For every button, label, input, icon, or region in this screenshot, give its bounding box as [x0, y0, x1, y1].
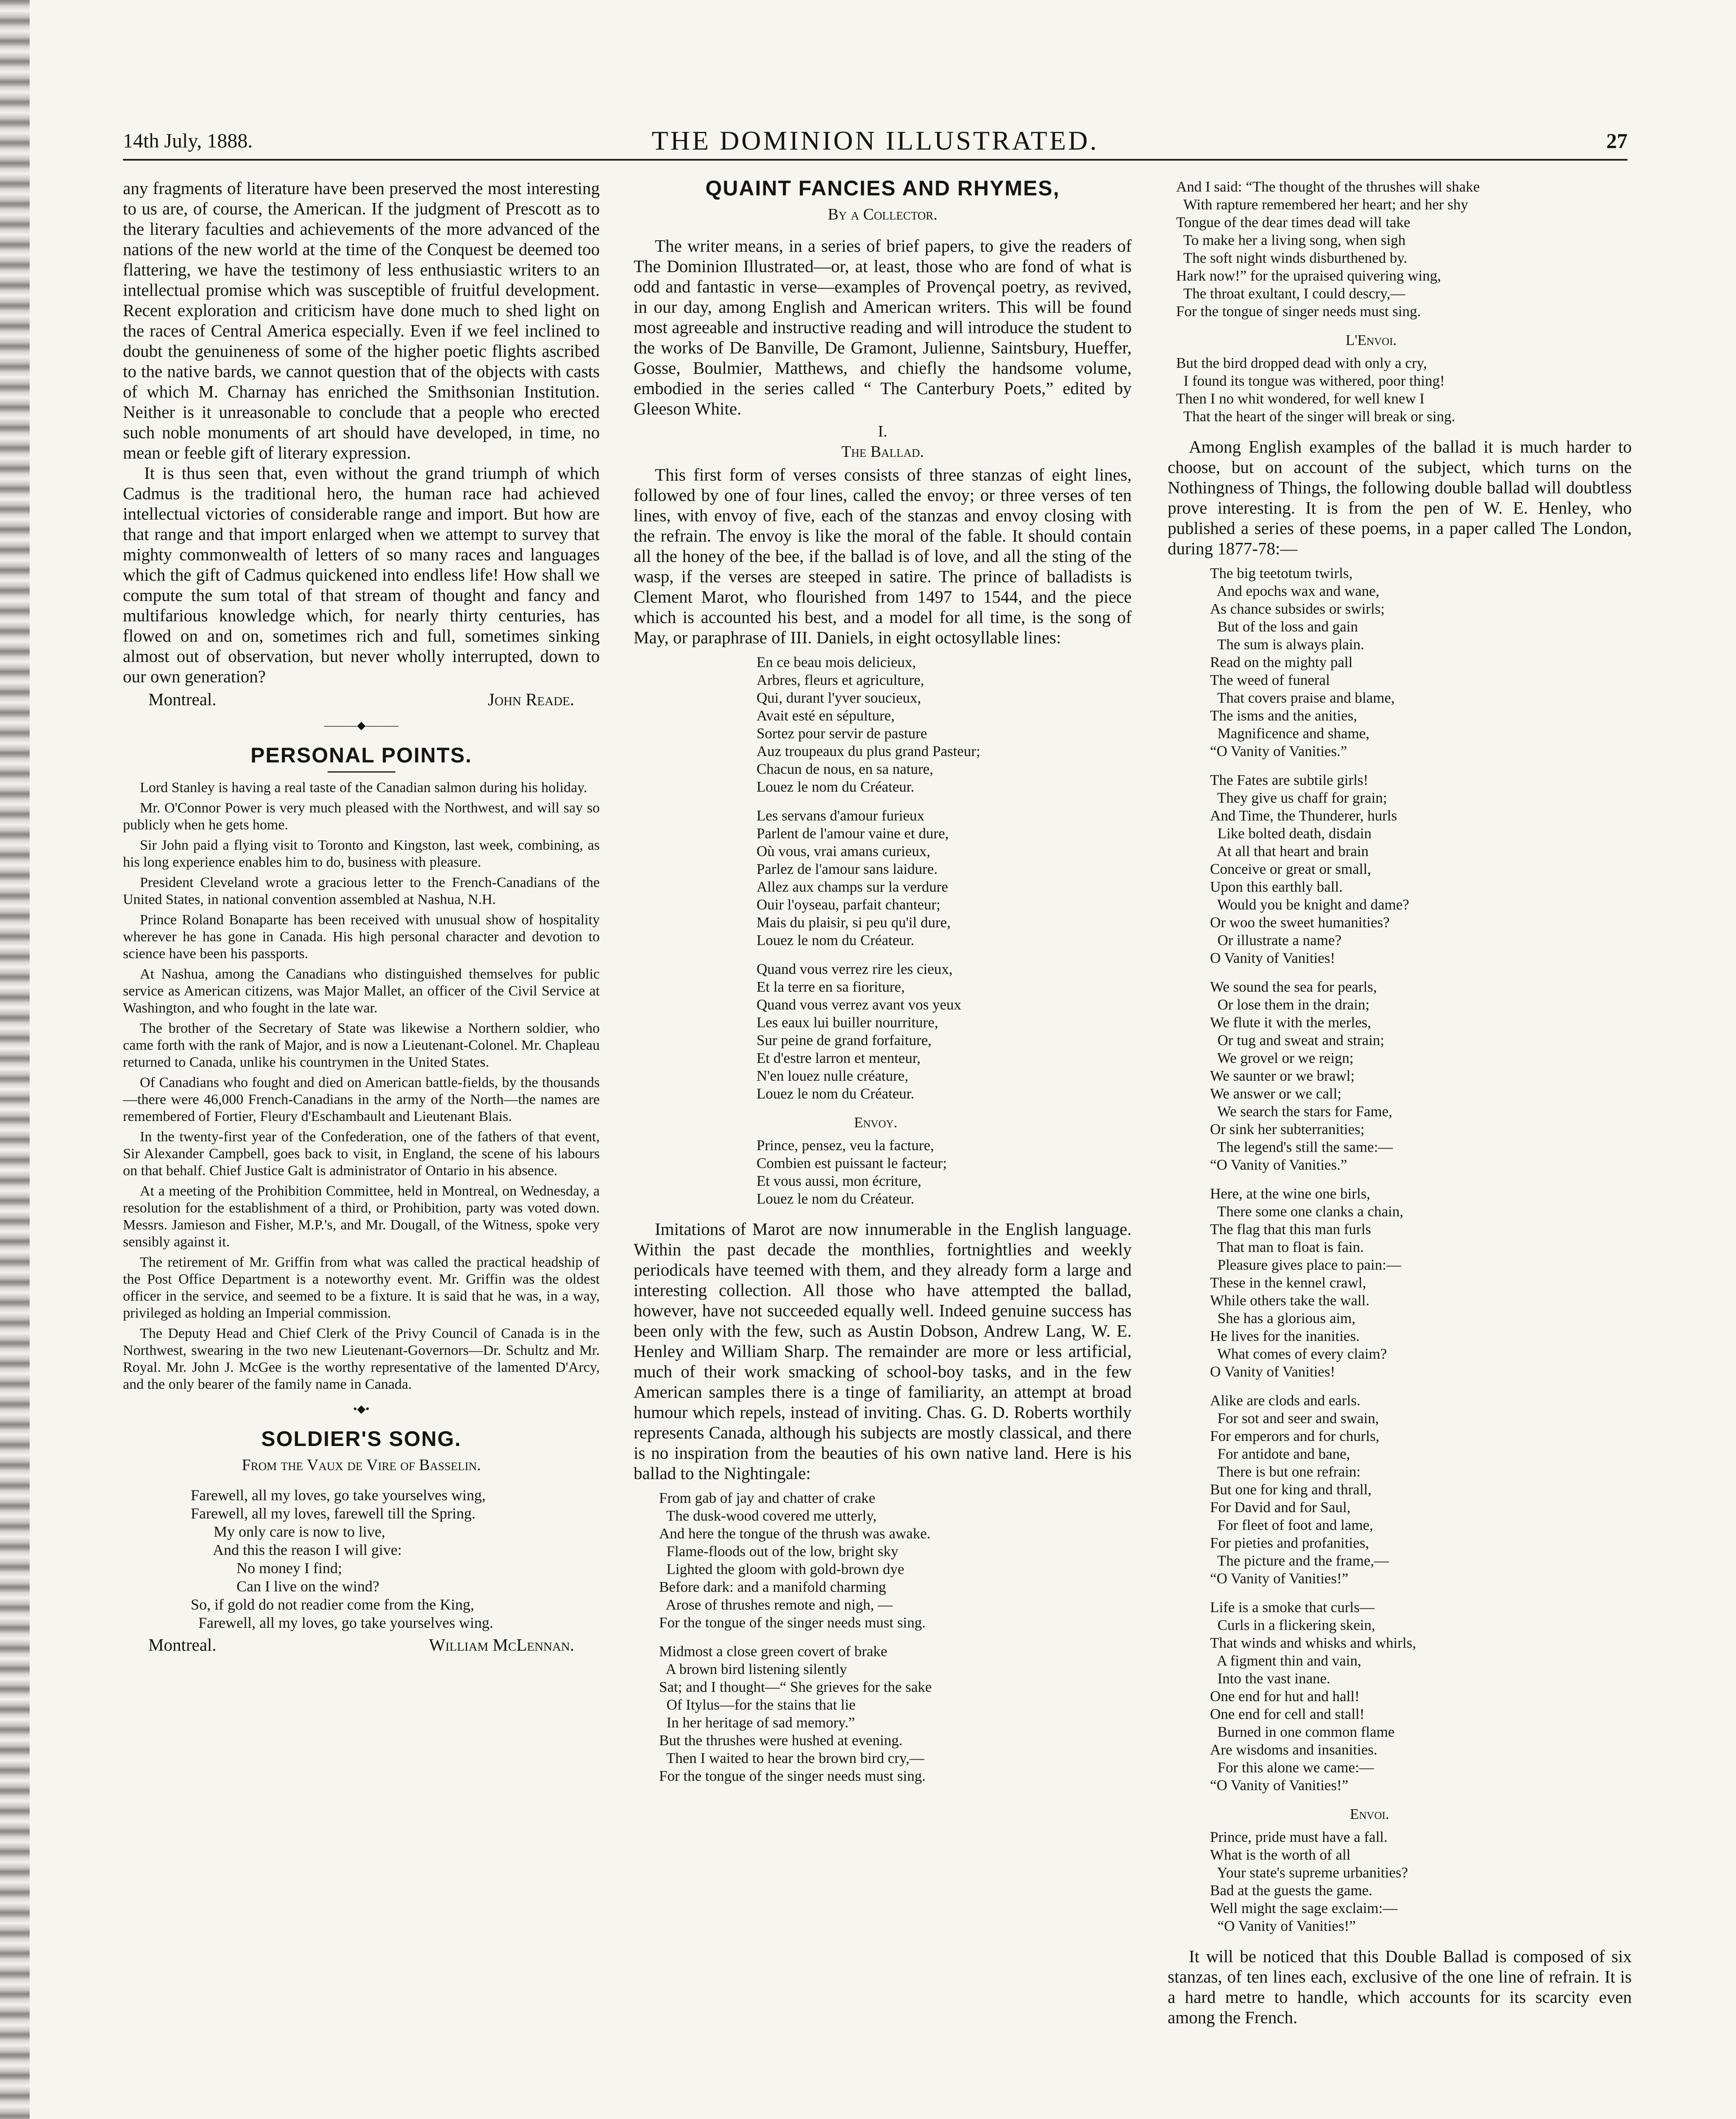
- verse-line: For this alone we came:—: [1210, 1759, 1374, 1776]
- verse-line: Prince, pride must have a fall.: [1210, 1829, 1388, 1845]
- news-item: The Deputy Head and Chief Clerk of the Privy Council of Canada is in the Northwest, swearing in the two new Lieutenant-Governors—Dr. Schultz and Mr. Royal. Mr. John J. McGee is the worthy representative of the lamented D'Arcy, and the only bearer of the family name in Canada.: [123, 1326, 600, 1392]
- column-left: [123, 178, 600, 1655]
- verse-line: So, if gold do not readier come from the King,: [191, 1596, 474, 1613]
- verse-line: En ce beau mois delicieux,: [757, 654, 916, 670]
- verse-line: At all that heart and brain: [1210, 843, 1369, 859]
- verse-line: With rapture remembered her heart; and her shy: [1176, 196, 1468, 213]
- verse-line: The picture and the frame,—: [1210, 1552, 1389, 1569]
- verse-line: Parlent de l'amour vaine et dure,: [757, 825, 949, 842]
- verse-line: Life is a smoke that curls—: [1210, 1599, 1374, 1616]
- verse-line: The Fates are subtile girls!: [1210, 772, 1369, 788]
- personal-points-list: [123, 779, 600, 1393]
- verse-line: Midmost a close green covert of brake: [659, 1643, 887, 1660]
- section-title: The Ballad.: [841, 443, 924, 461]
- verse-line: Les eaux lui builler nourriture,: [757, 1014, 938, 1031]
- envoy-label: Envoy.: [854, 1114, 898, 1131]
- verse-line: Conceive or great or small,: [1210, 861, 1372, 877]
- verse-line: And this the reason I will give:: [191, 1541, 402, 1558]
- verse-line: Of Itylus—for the stains that lie: [659, 1696, 856, 1713]
- verse-line: Louez le nom du Créateur.: [757, 1190, 915, 1207]
- stanza: [659, 1643, 1132, 1785]
- section-ornament: •◆•: [353, 1403, 370, 1415]
- verse-line: Like bolted death, disdain: [1210, 825, 1372, 842]
- verse-line: The legend's still the same:—: [1210, 1139, 1393, 1155]
- verse-line: Farewell, all my loves, farewell till the Spring.: [191, 1505, 476, 1522]
- news-item: Mr. O'Connor Power is very much pleased with the Northwest, and will say so publicly when he gets home.: [123, 800, 600, 833]
- verse-line: Sortez pour servir de pasture: [757, 725, 927, 742]
- verse-line: Or sink her subterranities;: [1210, 1121, 1365, 1137]
- news-item: The brother of the Secretary of State was likewise a Northern soldier, who came forth with the rank of Major, and is now a Lieutenant-Colonel. Mr. Chapleau returned to Canada, unlike his countrymen in the United States.: [123, 1021, 600, 1070]
- verse-line: For fleet of foot and lame,: [1210, 1517, 1373, 1533]
- verse-line: That man to float is fain.: [1210, 1239, 1364, 1255]
- verse-line: Farewell, all my loves, go take yourselves wing,: [191, 1487, 486, 1504]
- lenvoi-label: L'Envoi.: [1346, 332, 1397, 348]
- verse-line: Et vous aussi, mon écriture,: [757, 1173, 921, 1189]
- stanza: [757, 807, 1132, 949]
- signature-place: Montreal.: [148, 1635, 217, 1655]
- verse-line: Flame-floods out of the low, bright sky: [659, 1543, 899, 1560]
- verse-line: We grovel or we reign;: [1210, 1050, 1354, 1066]
- verse-line: Ouir l'oyseau, parfait chanteur;: [757, 896, 940, 913]
- verse-line: Quand vous verrez rire les cieux,: [757, 961, 953, 977]
- verse-line: Parlez de l'amour sans laidure.: [757, 861, 938, 877]
- stanza: [1176, 178, 1632, 320]
- signature-author: John Reade.: [488, 690, 574, 709]
- verse-line: The soft night winds disburthened by.: [1176, 250, 1408, 266]
- news-item: At Nashua, among the Canadians who distinguished themselves for public service as American citizens, was Major Mallet, an officer of the Civil Service at Washington, and who fought in the late war.: [123, 966, 600, 1016]
- verse-line: Chacun de nous, en sa nature,: [757, 761, 933, 777]
- verse-line: For the tongue of the singer needs must sing.: [659, 1614, 926, 1631]
- verse-line: These in the kennel crawl,: [1210, 1274, 1366, 1291]
- article-signature: [123, 687, 600, 709]
- verse-line: And epochs wax and wane,: [1210, 583, 1380, 599]
- news-item: At a meeting of the Prohibition Committee, held in Montreal, on Wednesday, a resolution for the establishment of a third, or Prohibition, party was voted down. Messrs. Jamieson and Fisher, M.P.'s, and Mr. Dougall, of the Witness, spoke very sensibly against it.: [123, 1183, 600, 1250]
- verse-line: Sat; and I thought—“ She grieves for the sake: [659, 1679, 932, 1695]
- verse-line: She has a glorious aim,: [1210, 1310, 1356, 1326]
- stanza: [1210, 978, 1632, 1174]
- section-numeral: I.: [878, 423, 887, 440]
- verse-line: Would you be knight and dame?: [1210, 896, 1409, 913]
- article-paragraph: It will be noticed that this Double Ballad is composed of six stanzas, of ten lines each, exclusive of the one line of refrain. It is a hard metre to handle, which accounts for its scarcity even among the French.: [1168, 1947, 1632, 2027]
- verse-line: Louez le nom du Créateur.: [757, 932, 915, 948]
- verse-line: We answer or we call;: [1210, 1085, 1342, 1102]
- nightingale-continued: [1168, 178, 1632, 425]
- verse-line: For the tongue of singer needs must sing.: [1176, 303, 1421, 320]
- verse-line: Read on the mighty pall: [1210, 654, 1353, 670]
- column-middle: [634, 178, 1132, 1796]
- stanza: [659, 1489, 1132, 1632]
- verse-line: Can I live on the wind?: [191, 1578, 379, 1595]
- verse-line: N'en louez nulle créature,: [757, 1068, 909, 1084]
- verse-line: Before dark: and a manifold charming: [659, 1579, 886, 1595]
- page-binding-edge: [0, 0, 30, 2119]
- signature-author: William McLennan.: [429, 1635, 574, 1655]
- verse-line: We saunter or we brawl;: [1210, 1068, 1355, 1084]
- verse-line: For sot and seer and swain,: [1210, 1410, 1379, 1427]
- verse-line: Avait esté en sépulture,: [757, 707, 895, 724]
- page-number: 27: [1606, 129, 1628, 153]
- verse-line: They give us chaff for grain;: [1210, 790, 1387, 806]
- verse-line: Or tug and sweat and strain;: [1210, 1032, 1385, 1048]
- verse-line: Sur peine de grand forfaiture,: [757, 1032, 932, 1048]
- heading-rule: [328, 771, 395, 773]
- verse-line: Farewell, all my loves, go take yourselves wing.: [191, 1614, 493, 1631]
- page-header: [123, 121, 1628, 161]
- news-item: In the twenty-first year of the Confederation, one of the fathers of that event, Sir Alexander Campbell, goes back to visit, in England, the scene of his labours on that behalf. Chief Justice Galt is administrator of Ontario in his absence.: [123, 1129, 600, 1179]
- article-continuation: any fragments of literature have been preserved the most interesting to us are, of course, the American. If the judgment of Prescott as to the literary faculties and achievements of the more advanced of the nations of the new world at the time of the Conquest be deemed too flattering, we have the testimony of less enthusiastic writers to an intellectual promise which was susceptible of fruitful development. Recent exploration and criticism have done much to shed light on the races of Central America especially. Even if we feel inclined to doubt the genuineness of some of the higher poetic flights ascribed to the native bards, we cannot question that of the objects with casts of which M. Charnay has enriched the Smithsonian Institution. Neither is it unreasonable to conclude that a people who erected such noble monuments of art should have developed, in time, no mean or feeble gift of literary expression.: [123, 178, 600, 462]
- verse-line: There is but one refrain:: [1210, 1463, 1361, 1480]
- verse-line: The flag that this man furls: [1210, 1221, 1372, 1237]
- verse-line: Upon this earthly ball.: [1210, 879, 1343, 895]
- quaint-fancies-heading: QUAINT FANCIES AND RHYMES,: [705, 176, 1060, 200]
- nightingale-ballad: [634, 1489, 1132, 1785]
- verse-line: Où vous, vrai amans curieux,: [757, 843, 931, 859]
- stanza: [1210, 1599, 1632, 1794]
- verse-line: That covers praise and blame,: [1210, 690, 1395, 706]
- personal-points-heading: PERSONAL POINTS.: [250, 743, 472, 767]
- verse-line: Are wisdoms and insanities.: [1210, 1741, 1377, 1758]
- envoi-label: Envoi.: [1350, 1806, 1389, 1822]
- verse-line: And Time, the Thunderer, hurls: [1210, 807, 1397, 824]
- envoy-stanza: [1210, 1828, 1632, 1935]
- news-item: Sir John paid a flying visit to Toronto and Kingston, last week, combining, as his long experience enables him to do, business with pleasure.: [123, 837, 600, 870]
- verse-line: Then I no whit wondered, for well knew I: [1176, 390, 1425, 407]
- marot-ballad: [634, 653, 1132, 1208]
- verse-line: From gab of jay and chatter of crake: [659, 1490, 876, 1506]
- song-signature: [123, 1632, 600, 1655]
- verse-line: Well might the sage exclaim:—: [1210, 1900, 1398, 1916]
- verse-line: And I said: “The thought of the thrushes will shake: [1176, 178, 1480, 195]
- verse-line: “O Vanity of Vanities!”: [1210, 1918, 1356, 1934]
- verse-line: But of the loss and gain: [1210, 618, 1358, 635]
- verse-line: Arbres, fleurs et agriculture,: [757, 672, 924, 688]
- verse-line: “O Vanity of Vanities.”: [1210, 1157, 1347, 1173]
- henley-double-ballad: [1168, 565, 1632, 1935]
- verse-line: “O Vanity of Vanities!”: [1210, 1570, 1349, 1587]
- verse-line: For David and for Saul,: [1210, 1499, 1351, 1516]
- verse-line: We flute it with the merles,: [1210, 1014, 1372, 1031]
- envoy-stanza: [757, 1137, 1132, 1208]
- verse-line: But the bird dropped dead with only a cry,: [1176, 355, 1427, 371]
- verse-line: My only care is now to live,: [191, 1523, 385, 1540]
- verse-line: I found its tongue was withered, poor thing!: [1176, 373, 1445, 389]
- verse-line: For emperors and for churls,: [1210, 1428, 1380, 1444]
- verse-line: But the thrushes were hushed at evening.: [659, 1732, 903, 1749]
- verse-line: Curls in a flickering skein,: [1210, 1617, 1375, 1633]
- verse-line: Or woo the sweet humanities?: [1210, 914, 1390, 931]
- article-byline: By a Collector.: [828, 206, 938, 223]
- verse-line: We search the stars for Fame,: [1210, 1103, 1392, 1120]
- verse-line: Prince, pensez, veu la facture,: [757, 1137, 934, 1154]
- verse-line: Et d'estre larron et menteur,: [757, 1050, 921, 1066]
- verse-line: One end for hut and hall!: [1210, 1688, 1360, 1705]
- verse-line: No money I find;: [191, 1560, 342, 1577]
- issue-date: 14th July, 1888.: [123, 130, 253, 152]
- verse-line: And here the tongue of the thrush was awake.: [659, 1525, 931, 1542]
- verse-line: Lighted the gloom with gold-brown dye: [659, 1561, 904, 1577]
- verse-line: The sum is always plain.: [1210, 636, 1364, 653]
- verse-line: Arose of thrushes remote and nigh, —: [659, 1596, 893, 1613]
- verse-line: The throat exultant, I could descry,—: [1176, 285, 1405, 302]
- verse-line: We sound the sea for pearls,: [1210, 979, 1377, 995]
- verse-line: Hark now!” for the upraised quivering wing,: [1176, 267, 1441, 284]
- verse-line: While others take the wall.: [1210, 1292, 1370, 1309]
- stanza: [1210, 1392, 1632, 1588]
- verse-line: Here, at the wine one birls,: [1210, 1185, 1371, 1202]
- verse-line: The weed of funeral: [1210, 672, 1330, 688]
- verse-line: There some one clanks a chain,: [1210, 1203, 1404, 1220]
- verse-line: “O Vanity of Vanities!”: [1210, 1777, 1349, 1794]
- verse-line: One end for cell and stall!: [1210, 1706, 1365, 1722]
- verse-line: Burned in one common flame: [1210, 1724, 1395, 1740]
- soldiers-song-verse: [123, 1486, 600, 1632]
- news-item: The retirement of Mr. Griffin from what was called the practical headship of the Post Office Department is a noteworthy event. Mr. Griffin was the oldest officer in the service, and seemed to be a fixture. It is said that he was, in a way, privileged as holding an Imperial commission.: [123, 1254, 600, 1321]
- signature-place: Montreal.: [148, 690, 217, 709]
- stanza: [1210, 1185, 1632, 1381]
- stanza: [1210, 771, 1632, 967]
- verse-line: O Vanity of Vanities!: [1210, 950, 1335, 966]
- verse-line: Louez le nom du Créateur.: [757, 1085, 915, 1102]
- envoy-stanza: [1176, 354, 1632, 425]
- verse-line: Qui, durant l'yver soucieux,: [757, 690, 921, 706]
- verse-line: For the tongue of the singer needs must sing.: [659, 1768, 926, 1784]
- verse-line: Alike are clods and earls.: [1210, 1392, 1360, 1409]
- verse-line: That the heart of the singer will break or sing.: [1176, 408, 1455, 425]
- verse-line: Allez aux champs sur la verdure: [757, 879, 948, 895]
- verse-line: Your state's supreme urbanities?: [1210, 1864, 1408, 1881]
- song-source: From the Vaux de Vire of Basselin.: [242, 1456, 481, 1474]
- verse-line: What comes of every claim?: [1210, 1346, 1387, 1362]
- verse-line: Pleasure gives place to pain:—: [1210, 1257, 1401, 1273]
- verse-line: Bad at the guests the game.: [1210, 1882, 1372, 1899]
- verse-line: To make her a living song, when sigh: [1176, 232, 1406, 248]
- stanza: [757, 960, 1132, 1103]
- verse-line: Into the vast inane.: [1210, 1670, 1330, 1687]
- verse-line: Magnificence and shame,: [1210, 725, 1370, 742]
- verse-line: He lives for the inanities.: [1210, 1328, 1360, 1344]
- news-item: President Cleveland wrote a gracious letter to the French-Canadians of the United States, in national convention assembled at Nashua, N.H.: [123, 875, 600, 907]
- article-paragraph: Among English examples of the ballad it is much harder to choose, but on account of the subject, which turns on the Nothingness of Things, the following double ballad will doubtless prove interesting. It is from the pen of W. E. Henley, who published a series of these poems, in a paper called The London, during 1877-78:—: [1168, 437, 1632, 558]
- verse-line: In her heritage of sad memory.”: [659, 1714, 855, 1731]
- verse-line: But one for king and thrall,: [1210, 1481, 1372, 1498]
- verse-line: A figment thin and vain,: [1210, 1652, 1361, 1669]
- news-item: Lord Stanley is having a real taste of the Canadian salmon during his holiday.: [140, 780, 587, 795]
- stanza: [1210, 565, 1632, 760]
- verse-line: O Vanity of Vanities!: [1210, 1363, 1335, 1380]
- verse-line: The dusk-wood covered me utterly,: [659, 1507, 877, 1524]
- verse-line: Tongue of the dear times dead will take: [1176, 214, 1410, 231]
- verse-line: The isms and the anities,: [1210, 707, 1358, 724]
- verse-line: Les servans d'amour furieux: [757, 807, 925, 824]
- verse-line: Or illustrate a name?: [1210, 932, 1342, 948]
- article-paragraph: The writer means, in a series of brief papers, to give the readers of The Dominion Illustrated—or, at least, those who are fond of what is odd and fantastic in verse—examples of Provençal poetry, as revived, in our day, among English and American writers. This will be found most agreeable and instructive reading and will introduce the student to the works of De Banville, De Gramont, Julienne, Saintsbury, Hueffer, Gosse, Boulmier, Matthews, and chiefly the handsome volume, embodied in the series called “ The Canterbury Poets,” edited by Gleeson White.: [634, 236, 1132, 418]
- verse-line: A brown bird listening silently: [659, 1661, 847, 1677]
- verse-line: Combien est puissant le facteur;: [757, 1155, 947, 1171]
- article-paragraph: Imitations of Marot are now innumerable in the English language. Within the past decade the monthlies, fortnightlies and weekly periodicals have teemed with them, and they already form a large and interesting collection. All those who have attempted the ballad, however, have not succeeded equally well. Indeed genuine success has been only with the few, such as Austin Dobson, Andrew Lang, W. E. Henley and William Sharp. The remainder are more or less artificial, much of their work smacking of school-boy tasks, and in the few American samples there is a tinge of familiarity, an attempt at broad humour which repels, instead of inviting. Chas. G. D. Roberts worthily represents Canada, although his subjects are mostly classical, and there is no inspiration from the beauties of his own native land. Here is his ballad to the Nightingale:: [634, 1219, 1132, 1483]
- news-item: Of Canadians who fought and died on American battle-fields, by the thousands—there were 46,000 French-Canadians in the army of the North—the names are remembered of Fortier, Fleury d'Eschambault and Lieutenant Blais.: [123, 1075, 600, 1124]
- news-item: Prince Roland Bonaparte has been received with unusual show of hospitality wherever he has gone in Canada. His high personal character and devotion to science have been his passports.: [123, 912, 600, 962]
- section-ornament: ———◆———: [324, 719, 399, 731]
- article-paragraph: This first form of verses consists of three stanzas of eight lines, followed by one of four lines, called the envoy; or three verses of ten lines, with envoy of five, each of the stanzas and envoy closing with the refrain. The envoy is like the moral of the fable. It should contain all the honey of the bee, if the ballad is of love, and all the sting of the wasp, if the verses are steeped in satire. The prince of balladists is Clement Marot, who flourished from 1497 to 1544, and the piece which is accounted his best, and a model for all time, is the song of May, or paraphrase of III. Daniels, in eight octosyllable lines:: [634, 465, 1132, 647]
- verse-line: For antidote and bane,: [1210, 1446, 1350, 1462]
- stanza: [757, 653, 1132, 796]
- verse-line: Quand vous verrez avant vos yeux: [757, 996, 962, 1013]
- verse-line: What is the worth of all: [1210, 1846, 1351, 1863]
- verse-line: As chance subsides or swirls;: [1210, 601, 1385, 617]
- soldiers-song-heading: SOLDIER'S SONG.: [261, 1427, 462, 1451]
- verse-line: Mais du plaisir, si peu qu'il dure,: [757, 914, 951, 931]
- masthead-title: THE DOMINION ILLUSTRATED.: [651, 125, 1099, 156]
- verse-line: Louez le nom du Créateur.: [757, 779, 915, 795]
- verse-line: Auz troupeaux du plus grand Pasteur;: [757, 743, 980, 759]
- verse-line: “O Vanity of Vanities.”: [1210, 743, 1347, 759]
- column-right: [1168, 178, 1632, 2027]
- verse-line: Et la terre en sa fioriture,: [757, 979, 905, 995]
- verse-line: Or lose them in the drain;: [1210, 996, 1370, 1013]
- verse-line: For pieties and profanities,: [1210, 1535, 1369, 1551]
- article-paragraph: It is thus seen that, even without the grand triumph of which Cadmus is the traditional hero, the human race had achieved intellectual victories of considerable range and import. But how are that range and that import enlarged when we attempt to survey that mighty commonwealth of letters of so many races and languages which the gift of Cadmus quickened into endless life! How shall we compute the sum total of that stream of thought and fancy and multifarious knowledge which, for nearly thirty centuries, has flowed on and on, sometimes rich and full, sometimes sinking almost out of observation, but never wholly interrupted, down to our own generation?: [123, 463, 600, 686]
- verse-line: Then I waited to hear the brown bird cry,—: [659, 1750, 924, 1766]
- verse-line: That winds and whisks and whirls,: [1210, 1635, 1416, 1651]
- verse-line: The big teetotum twirls,: [1210, 565, 1353, 581]
